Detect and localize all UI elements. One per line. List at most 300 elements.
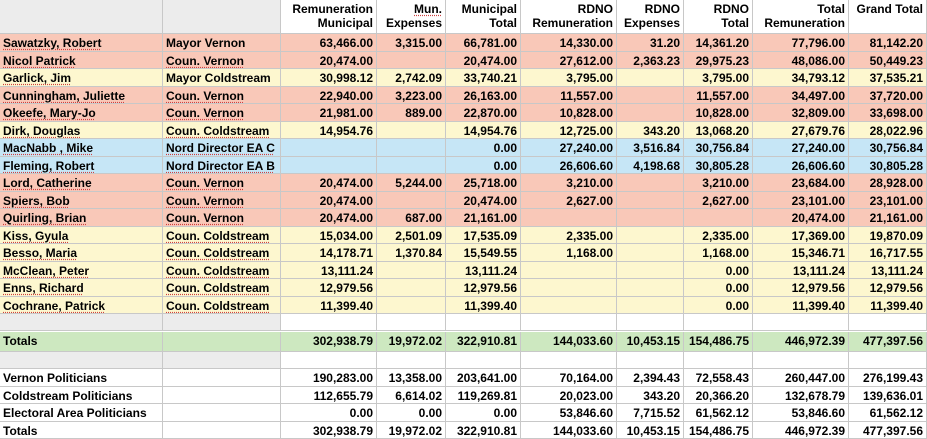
- value-cell-mun-expenses[interactable]: 5,244.00: [377, 174, 446, 192]
- value-cell-rdno-remuneration[interactable]: 3,210.00: [521, 174, 617, 192]
- table-row: [0, 87, 927, 105]
- column-header-grand-total[interactable]: [849, 0, 927, 34]
- value-cell-mun-total[interactable]: 22,870.00: [446, 104, 521, 122]
- summary-value-mun-expenses[interactable]: 0.00: [377, 404, 446, 422]
- summary-blank[interactable]: [163, 422, 281, 439]
- value-cell-rdno-total[interactable]: 30,805.28: [684, 157, 753, 175]
- politician-name[interactable]: [0, 122, 163, 140]
- politician-name-text: Lord, Catherine: [3, 176, 92, 190]
- blank-cell[interactable]: [617, 352, 684, 369]
- totals-value-mun-remuneration[interactable]: 302,938.79: [281, 332, 377, 352]
- value-cell-grand-total[interactable]: 21,161.00: [849, 209, 927, 227]
- header-line: Total: [753, 2, 845, 16]
- value-cell-rdno-expenses[interactable]: [617, 87, 684, 105]
- totals-blank[interactable]: [163, 332, 281, 352]
- blank-row: [0, 314, 927, 331]
- politician-name-text: Dirk, Douglas: [3, 124, 80, 138]
- column-header-mun-expenses[interactable]: [377, 0, 446, 34]
- politician-name-text: Quirling, Brian: [3, 211, 86, 225]
- politician-name-text: Spiers, Bob: [3, 194, 70, 208]
- politician-name-text: Besso, Maria: [3, 246, 77, 260]
- value-cell-grand-total[interactable]: 33,698.00: [849, 104, 927, 122]
- blank-cell[interactable]: [446, 352, 521, 369]
- value-cell-rdno-remuneration[interactable]: 1,168.00: [521, 244, 617, 262]
- value-cell-rdno-remuneration[interactable]: 3,795.00: [521, 69, 617, 87]
- totals-value-rdno-expenses[interactable]: 10,453.15: [617, 332, 684, 352]
- politician-role[interactable]: [163, 244, 281, 262]
- value-cell-mun-expenses[interactable]: [377, 262, 446, 280]
- summary-blank[interactable]: [163, 387, 281, 405]
- politician-role[interactable]: [163, 104, 281, 122]
- header-line: RDNO: [684, 2, 749, 16]
- politician-name[interactable]: [0, 104, 163, 122]
- value-cell-rdno-expenses[interactable]: [617, 104, 684, 122]
- value-cell-rdno-total[interactable]: 0.00: [684, 297, 753, 315]
- summary-row: [0, 422, 927, 439]
- value-cell-mun-expenses[interactable]: 2,501.09: [377, 227, 446, 245]
- table-row: [0, 69, 927, 87]
- value-cell-mun-remuneration[interactable]: 14,954.76: [281, 122, 377, 140]
- value-cell-mun-remuneration[interactable]: [281, 157, 377, 175]
- value-cell-total-remuneration[interactable]: 15,346.71: [753, 244, 849, 262]
- summary-value-rdno-remuneration[interactable]: 70,164.00: [521, 369, 617, 387]
- table-row: [0, 297, 927, 315]
- value-cell-rdno-remuneration[interactable]: [521, 262, 617, 280]
- value-cell-total-remuneration[interactable]: 23,684.00: [753, 174, 849, 192]
- summary-value-rdno-remuneration[interactable]: 53,846.60: [521, 404, 617, 422]
- value-cell-rdno-total[interactable]: 13,068.20: [684, 122, 753, 140]
- politician-role-text: Coun. Coldstream: [166, 281, 269, 295]
- value-cell-rdno-expenses[interactable]: 2,363.23: [617, 52, 684, 70]
- table-row: [0, 104, 927, 122]
- summary-label[interactable]: Coldstream Politicians: [0, 387, 163, 405]
- politician-name-text: Enns, Richard: [3, 281, 84, 295]
- politician-name-text: Nicol Patrick: [3, 54, 76, 68]
- politician-name[interactable]: [0, 157, 163, 175]
- summary-value-rdno-expenses[interactable]: 2,394.43: [617, 369, 684, 387]
- value-cell-mun-expenses[interactable]: 3,315.00: [377, 34, 446, 52]
- politician-name-text: Fleming, Robert: [3, 159, 94, 173]
- value-cell-mun-expenses[interactable]: [377, 157, 446, 175]
- value-cell-rdno-remuneration[interactable]: 26,606.60: [521, 157, 617, 175]
- value-cell-mun-expenses[interactable]: 687.00: [377, 209, 446, 227]
- value-cell-rdno-total[interactable]: 14,361.20: [684, 34, 753, 52]
- politician-name-text: Cunningham, Juliette: [3, 89, 125, 103]
- value-cell-grand-total[interactable]: 28,022.96: [849, 122, 927, 140]
- politician-role[interactable]: [163, 279, 281, 297]
- value-cell-mun-total[interactable]: 20,474.00: [446, 52, 521, 70]
- value-cell-grand-total[interactable]: 12,979.56: [849, 279, 927, 297]
- politician-role-text: Coun. Coldstream: [166, 124, 269, 138]
- blank-cell[interactable]: [521, 352, 617, 369]
- header-line: Remuneration: [281, 2, 373, 16]
- value-cell-rdno-expenses[interactable]: [617, 262, 684, 280]
- value-cell-total-remuneration[interactable]: 48,086.00: [753, 52, 849, 70]
- value-cell-mun-expenses[interactable]: [377, 122, 446, 140]
- value-cell-mun-total[interactable]: 20,474.00: [446, 192, 521, 210]
- politician-name[interactable]: [0, 244, 163, 262]
- politician-name[interactable]: [0, 227, 163, 245]
- table-row: [0, 157, 927, 175]
- summary-value-rdno-expenses[interactable]: 10,453.15: [617, 422, 684, 439]
- politician-role-text: Nord Director EA B: [166, 159, 275, 173]
- header-row: [0, 0, 927, 34]
- value-cell-grand-total[interactable]: 37,720.00: [849, 87, 927, 105]
- value-cell-rdno-expenses[interactable]: [617, 174, 684, 192]
- politician-role[interactable]: [163, 227, 281, 245]
- column-header-mun-remuneration[interactable]: [281, 0, 377, 34]
- value-cell-mun-expenses[interactable]: [377, 192, 446, 210]
- summary-value-mun-remuneration[interactable]: 190,283.00: [281, 369, 377, 387]
- column-header-mun-total[interactable]: [446, 0, 521, 34]
- value-cell-rdno-expenses[interactable]: [617, 297, 684, 315]
- politician-role[interactable]: [163, 262, 281, 280]
- value-cell-total-remuneration[interactable]: 27,679.76: [753, 122, 849, 140]
- value-cell-rdno-remuneration[interactable]: 2,335.00: [521, 227, 617, 245]
- value-cell-total-remuneration[interactable]: 23,101.00: [753, 192, 849, 210]
- politician-name-text: Sawatzky, Robert: [3, 36, 101, 50]
- summary-value-mun-total[interactable]: 322,910.81: [446, 422, 521, 439]
- value-cell-rdno-expenses[interactable]: [617, 279, 684, 297]
- politician-role[interactable]: [163, 122, 281, 140]
- blank-cell[interactable]: [377, 314, 446, 331]
- blank-cell[interactable]: [753, 314, 849, 331]
- value-cell-mun-total[interactable]: 0.00: [446, 139, 521, 157]
- table-row: [0, 279, 927, 297]
- summary-value-rdno-total[interactable]: 61,562.12: [684, 404, 753, 422]
- value-cell-grand-total[interactable]: 13,111.24: [849, 262, 927, 280]
- blank-cell[interactable]: [281, 314, 377, 331]
- value-cell-total-remuneration[interactable]: 12,979.56: [753, 279, 849, 297]
- header-line: Total: [684, 16, 749, 30]
- value-cell-rdno-expenses[interactable]: 343.20: [617, 122, 684, 140]
- value-cell-mun-expenses[interactable]: 889.00: [377, 104, 446, 122]
- value-cell-rdno-expenses[interactable]: 3,516.84: [617, 139, 684, 157]
- value-cell-rdno-total[interactable]: 11,557.00: [684, 87, 753, 105]
- header-line: RDNO: [521, 2, 613, 16]
- value-cell-mun-remuneration[interactable]: 13,111.24: [281, 262, 377, 280]
- summary-value-total-remuneration[interactable]: 260,447.00: [753, 369, 849, 387]
- header-line: Grand Total: [849, 2, 923, 16]
- table-row: [0, 122, 927, 140]
- header-blank-name[interactable]: [0, 0, 163, 34]
- value-cell-grand-total[interactable]: 30,805.28: [849, 157, 927, 175]
- politician-name[interactable]: [0, 69, 163, 87]
- value-cell-rdno-total[interactable]: 1,168.00: [684, 244, 753, 262]
- value-cell-rdno-expenses[interactable]: [617, 227, 684, 245]
- value-cell-mun-remuneration[interactable]: 20,474.00: [281, 192, 377, 210]
- totals-value-grand-total[interactable]: 477,397.56: [849, 332, 927, 352]
- blank-cell[interactable]: [0, 314, 163, 331]
- value-cell-mun-total[interactable]: 13,111.24: [446, 262, 521, 280]
- politician-name[interactable]: [0, 34, 163, 52]
- politician-name-text: Cochrane, Patrick: [3, 299, 105, 313]
- value-cell-grand-total[interactable]: 16,717.55: [849, 244, 927, 262]
- summary-value-rdno-total[interactable]: 154,486.75: [684, 422, 753, 439]
- header-line: RDNO: [617, 2, 680, 16]
- blank-cell[interactable]: [446, 314, 521, 331]
- summary-value-total-remuneration[interactable]: 53,846.60: [753, 404, 849, 422]
- value-cell-mun-total[interactable]: 17,535.09: [446, 227, 521, 245]
- summary-label[interactable]: Vernon Politicians: [0, 369, 163, 387]
- value-cell-mun-remuneration[interactable]: 20,474.00: [281, 209, 377, 227]
- table-row: [0, 174, 927, 192]
- value-cell-mun-remuneration[interactable]: 63,466.00: [281, 34, 377, 52]
- summary-value-mun-total[interactable]: 203,641.00: [446, 369, 521, 387]
- totals-row: [0, 332, 927, 352]
- header-line: Mun.: [377, 2, 442, 16]
- summary-blank[interactable]: [163, 404, 281, 422]
- table-row: [0, 262, 927, 280]
- value-cell-rdno-remuneration[interactable]: 12,725.00: [521, 122, 617, 140]
- value-cell-rdno-total[interactable]: 29,975.23: [684, 52, 753, 70]
- value-cell-grand-total[interactable]: 81,142.20: [849, 34, 927, 52]
- politician-name[interactable]: [0, 192, 163, 210]
- value-cell-total-remuneration[interactable]: 32,809.00: [753, 104, 849, 122]
- value-cell-mun-total[interactable]: 66,781.00: [446, 34, 521, 52]
- value-cell-rdno-total[interactable]: 2,627.00: [684, 192, 753, 210]
- summary-value-rdno-remuneration[interactable]: 144,033.60: [521, 422, 617, 439]
- header-line: Expenses: [377, 16, 442, 30]
- value-cell-rdno-remuneration[interactable]: 10,828.00: [521, 104, 617, 122]
- value-cell-total-remuneration[interactable]: 27,240.00: [753, 139, 849, 157]
- politician-name[interactable]: [0, 139, 163, 157]
- summary-value-mun-expenses[interactable]: 6,614.02: [377, 387, 446, 405]
- value-cell-rdno-total[interactable]: 3,795.00: [684, 69, 753, 87]
- value-cell-mun-expenses[interactable]: 2,742.09: [377, 69, 446, 87]
- table-row: [0, 139, 927, 157]
- politician-name[interactable]: [0, 87, 163, 105]
- value-cell-grand-total[interactable]: 11,399.40: [849, 297, 927, 315]
- header-line: Remuneration: [753, 16, 845, 30]
- summary-value-mun-total[interactable]: 119,269.81: [446, 387, 521, 405]
- politician-name-text: Kiss, Gyula: [3, 229, 68, 243]
- totals-value-total-remuneration[interactable]: 446,972.39: [753, 332, 849, 352]
- blank-cell[interactable]: [163, 314, 281, 331]
- value-cell-total-remuneration[interactable]: 34,793.12: [753, 69, 849, 87]
- blank-row: [0, 352, 927, 369]
- summary-value-total-remuneration[interactable]: 132,678.79: [753, 387, 849, 405]
- value-cell-rdno-total[interactable]: 2,335.00: [684, 227, 753, 245]
- value-cell-mun-expenses[interactable]: 3,223.00: [377, 87, 446, 105]
- column-header-rdno-expenses[interactable]: [617, 0, 684, 34]
- totals-value-rdno-remuneration[interactable]: 144,033.60: [521, 332, 617, 352]
- blank-cell[interactable]: [753, 352, 849, 369]
- value-cell-mun-remuneration[interactable]: 20,474.00: [281, 52, 377, 70]
- value-cell-rdno-expenses[interactable]: 31.20: [617, 34, 684, 52]
- value-cell-rdno-total[interactable]: 3,210.00: [684, 174, 753, 192]
- value-cell-rdno-remuneration[interactable]: 27,612.00: [521, 52, 617, 70]
- blank-cell[interactable]: [849, 314, 927, 331]
- value-cell-grand-total[interactable]: 23,101.00: [849, 192, 927, 210]
- summary-value-rdno-total[interactable]: 20,366.20: [684, 387, 753, 405]
- summary-value-total-remuneration[interactable]: 446,972.39: [753, 422, 849, 439]
- value-cell-total-remuneration[interactable]: 26,606.60: [753, 157, 849, 175]
- summary-value-grand-total[interactable]: 61,562.12: [849, 404, 927, 422]
- value-cell-total-remuneration[interactable]: 11,399.40: [753, 297, 849, 315]
- value-cell-rdno-expenses[interactable]: 4,198.68: [617, 157, 684, 175]
- politician-role[interactable]: [163, 192, 281, 210]
- summary-value-mun-expenses[interactable]: 13,358.00: [377, 369, 446, 387]
- table-row: [0, 192, 927, 210]
- value-cell-mun-expenses[interactable]: [377, 52, 446, 70]
- politician-name-text: MacNabb , Mike: [3, 141, 93, 155]
- value-cell-mun-remuneration[interactable]: 22,940.00: [281, 87, 377, 105]
- politician-name-text: Okeefe, Mary-Jo: [3, 106, 96, 120]
- value-cell-rdno-total[interactable]: [684, 209, 753, 227]
- politician-name[interactable]: [0, 297, 163, 315]
- value-cell-mun-remuneration[interactable]: 21,981.00: [281, 104, 377, 122]
- politician-role-text: Mayor Vernon: [166, 36, 245, 50]
- politician-role[interactable]: [163, 174, 281, 192]
- politician-role[interactable]: [163, 52, 281, 70]
- politician-role[interactable]: [163, 139, 281, 157]
- summary-value-mun-expenses[interactable]: 19,972.02: [377, 422, 446, 439]
- value-cell-mun-remuneration[interactable]: 15,034.00: [281, 227, 377, 245]
- politician-role[interactable]: [163, 297, 281, 315]
- summary-row: [0, 387, 927, 405]
- blank-cell[interactable]: [684, 352, 753, 369]
- value-cell-total-remuneration[interactable]: 20,474.00: [753, 209, 849, 227]
- value-cell-total-remuneration[interactable]: 17,369.00: [753, 227, 849, 245]
- blank-cell[interactable]: [0, 352, 163, 369]
- summary-value-grand-total[interactable]: 276,199.43: [849, 369, 927, 387]
- value-cell-rdno-remuneration[interactable]: [521, 279, 617, 297]
- value-cell-rdno-expenses[interactable]: [617, 209, 684, 227]
- totals-label[interactable]: Totals: [0, 332, 163, 352]
- politician-name[interactable]: [0, 279, 163, 297]
- table-row: [0, 52, 927, 70]
- value-cell-mun-remuneration[interactable]: 20,474.00: [281, 174, 377, 192]
- value-cell-grand-total[interactable]: 28,928.00: [849, 174, 927, 192]
- blank-cell[interactable]: [684, 314, 753, 331]
- value-cell-mun-total[interactable]: 0.00: [446, 157, 521, 175]
- value-cell-rdno-expenses[interactable]: [617, 69, 684, 87]
- politician-role[interactable]: [163, 87, 281, 105]
- summary-label[interactable]: Totals: [0, 422, 163, 439]
- value-cell-rdno-expenses[interactable]: [617, 192, 684, 210]
- value-cell-grand-total[interactable]: 50,449.23: [849, 52, 927, 70]
- politician-role-text: Coun. Coldstream: [166, 246, 269, 260]
- column-header-total-remuneration[interactable]: [753, 0, 849, 34]
- header-line: Expenses: [617, 16, 680, 30]
- summary-value-grand-total[interactable]: 139,636.01: [849, 387, 927, 405]
- value-cell-grand-total[interactable]: 19,870.09: [849, 227, 927, 245]
- summary-value-mun-remuneration[interactable]: 302,938.79: [281, 422, 377, 439]
- value-cell-mun-total[interactable]: 21,161.00: [446, 209, 521, 227]
- summary-label[interactable]: Electoral Area Politicians: [0, 404, 163, 422]
- politician-role[interactable]: [163, 69, 281, 87]
- value-cell-rdno-remuneration[interactable]: [521, 297, 617, 315]
- value-cell-rdno-total[interactable]: 0.00: [684, 262, 753, 280]
- value-cell-grand-total[interactable]: 37,535.21: [849, 69, 927, 87]
- summary-value-mun-total[interactable]: 0.00: [446, 404, 521, 422]
- value-cell-mun-total[interactable]: 33,740.21: [446, 69, 521, 87]
- value-cell-mun-total[interactable]: 12,979.56: [446, 279, 521, 297]
- politician-role-text: Coun. Vernon: [166, 194, 244, 208]
- value-cell-rdno-remuneration[interactable]: 27,240.00: [521, 139, 617, 157]
- politician-role[interactable]: [163, 157, 281, 175]
- value-cell-total-remuneration[interactable]: 13,111.24: [753, 262, 849, 280]
- summary-value-rdno-total[interactable]: 72,558.43: [684, 369, 753, 387]
- value-cell-mun-remuneration[interactable]: 30,998.12: [281, 69, 377, 87]
- value-cell-mun-expenses[interactable]: [377, 279, 446, 297]
- table-row: [0, 209, 927, 227]
- value-cell-rdno-total[interactable]: 0.00: [684, 279, 753, 297]
- politician-name[interactable]: [0, 174, 163, 192]
- header-line: Municipal: [446, 2, 517, 16]
- header-blank-role[interactable]: [163, 0, 281, 34]
- politician-role[interactable]: [163, 34, 281, 52]
- summary-blank[interactable]: [163, 369, 281, 387]
- value-cell-rdno-remuneration[interactable]: 2,627.00: [521, 192, 617, 210]
- value-cell-mun-total[interactable]: 25,718.00: [446, 174, 521, 192]
- politician-name[interactable]: [0, 52, 163, 70]
- value-cell-mun-remuneration[interactable]: 11,399.40: [281, 297, 377, 315]
- value-cell-rdno-total[interactable]: 30,756.84: [684, 139, 753, 157]
- value-cell-total-remuneration[interactable]: 34,497.00: [753, 87, 849, 105]
- value-cell-rdno-remuneration[interactable]: 14,330.00: [521, 34, 617, 52]
- blank-cell[interactable]: [521, 314, 617, 331]
- blank-cell[interactable]: [849, 352, 927, 369]
- blank-cell[interactable]: [281, 352, 377, 369]
- blank-cell[interactable]: [377, 352, 446, 369]
- summary-value-mun-remuneration[interactable]: 112,655.79: [281, 387, 377, 405]
- value-cell-grand-total[interactable]: 30,756.84: [849, 139, 927, 157]
- value-cell-rdno-remuneration[interactable]: [521, 209, 617, 227]
- politician-name-text: Garlick, Jim: [3, 71, 71, 85]
- politician-role-text: Coun. Coldstream: [166, 264, 269, 278]
- politician-role-text: Coun. Vernon: [166, 106, 244, 120]
- value-cell-mun-expenses[interactable]: [377, 297, 446, 315]
- value-cell-mun-remuneration[interactable]: [281, 139, 377, 157]
- value-cell-mun-expenses[interactable]: [377, 139, 446, 157]
- summary-value-rdno-expenses[interactable]: 343.20: [617, 387, 684, 405]
- value-cell-mun-expenses[interactable]: 1,370.84: [377, 244, 446, 262]
- summary-value-grand-total[interactable]: 477,397.56: [849, 422, 927, 439]
- politician-role-text: Mayor Coldstream: [166, 71, 271, 85]
- value-cell-rdno-total[interactable]: 10,828.00: [684, 104, 753, 122]
- politician-name[interactable]: [0, 262, 163, 280]
- summary-value-rdno-expenses[interactable]: 7,715.52: [617, 404, 684, 422]
- totals-value-mun-total[interactable]: 322,910.81: [446, 332, 521, 352]
- column-header-rdno-remuneration[interactable]: [521, 0, 617, 34]
- value-cell-mun-total[interactable]: 11,399.40: [446, 297, 521, 315]
- blank-cell[interactable]: [617, 314, 684, 331]
- header-line: Remuneration: [521, 16, 613, 30]
- summary-row: [0, 369, 927, 387]
- value-cell-mun-total[interactable]: 26,163.00: [446, 87, 521, 105]
- politician-role[interactable]: [163, 209, 281, 227]
- summary-value-mun-remuneration[interactable]: 0.00: [281, 404, 377, 422]
- column-header-rdno-total[interactable]: [684, 0, 753, 34]
- politician-role-text: Nord Director EA C: [166, 141, 275, 155]
- summary-row: [0, 404, 927, 422]
- totals-value-rdno-total[interactable]: 154,486.75: [684, 332, 753, 352]
- blank-cell[interactable]: [163, 352, 281, 369]
- value-cell-rdno-expenses[interactable]: [617, 244, 684, 262]
- value-cell-mun-total[interactable]: 15,549.55: [446, 244, 521, 262]
- value-cell-mun-remuneration[interactable]: 14,178.71: [281, 244, 377, 262]
- value-cell-mun-remuneration[interactable]: 12,979.56: [281, 279, 377, 297]
- header-line: Municipal: [281, 16, 373, 30]
- value-cell-mun-total[interactable]: 14,954.76: [446, 122, 521, 140]
- politician-name[interactable]: [0, 209, 163, 227]
- value-cell-rdno-remuneration[interactable]: 11,557.00: [521, 87, 617, 105]
- summary-value-rdno-remuneration[interactable]: 20,023.00: [521, 387, 617, 405]
- value-cell-total-remuneration[interactable]: 77,796.00: [753, 34, 849, 52]
- totals-value-mun-expenses[interactable]: 19,972.02: [377, 332, 446, 352]
